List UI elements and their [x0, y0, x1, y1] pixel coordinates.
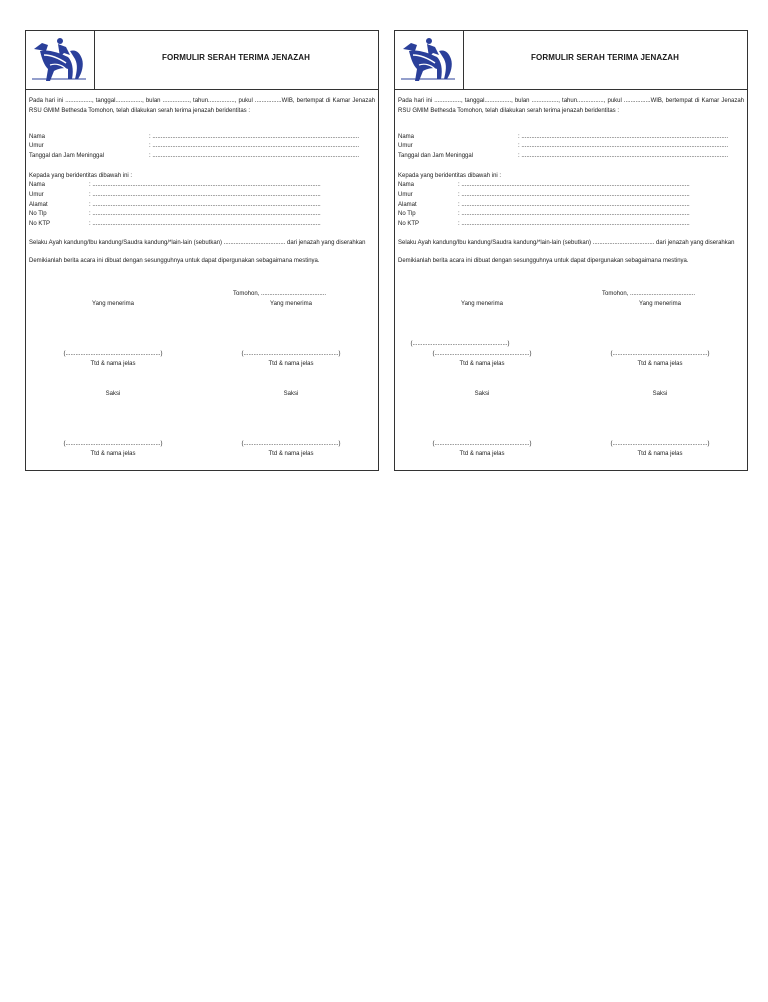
field-blank: : ............................................................................................................................ [518, 134, 729, 140]
signature-caption: Ttd & nama jelas [268, 361, 314, 367]
signature-caption: Ttd & nama jelas [637, 451, 683, 457]
field-label: Umur [29, 143, 44, 149]
field-blank: : ............................................................................................................................ [149, 153, 360, 159]
witness-label: Saksi [652, 391, 668, 397]
witness-label: Saksi [283, 391, 299, 397]
field-label: No KTP [398, 221, 420, 227]
signature-caption: Ttd & nama jelas [459, 451, 505, 457]
field-blank: : ......................................................................................................................................... [458, 192, 690, 198]
closing-text: Demikianlah berita acara ini dibuat dengan sesungguhnya untuk dapat dipergunakan sebagaimana mestinya. [398, 258, 689, 264]
field-label: Nama [398, 134, 415, 140]
field-label: Alamat [29, 202, 48, 208]
receiver-label: Yang menerima [461, 301, 503, 307]
field-blank: : ......................................................................................................................................... [89, 202, 321, 208]
field-label: Nama [398, 182, 415, 188]
signature-caption: Ttd & nama jelas [90, 361, 136, 367]
field-label: Nama [29, 182, 46, 188]
signature-line: (.........................................................) [432, 441, 532, 447]
signature-line: (.........................................................) [410, 341, 510, 347]
field-label: Alamat [398, 202, 417, 208]
signature-caption: Ttd & nama jelas [268, 451, 314, 457]
receiver-label: Yang menerima [92, 301, 134, 307]
witness-label: Saksi [474, 391, 490, 397]
field-blank: : ......................................................................................................................................... [89, 221, 321, 227]
field-blank: : ............................................................................................................................ [518, 143, 729, 149]
field-label: Umur [398, 192, 413, 198]
signature-line: (.........................................................) [610, 441, 710, 447]
field-label: No Tlp [398, 211, 416, 217]
field-blank: : ......................................................................................................................................... [458, 182, 690, 188]
signature-line: (.........................................................) [241, 441, 341, 447]
field-label: Tanggal dan Jam Meninggal [29, 153, 105, 159]
field-label: No KTP [29, 221, 51, 227]
field-label: Umur [398, 143, 413, 149]
relation-text: Selaku Ayah kandung/Ibu kandung/Saudra kandung/*lain-lain (sebutkan) ..................................... dari jenazah yang diserahkan [29, 240, 366, 246]
recipient-heading: Kepada yang beridentitas dibawah ini : [398, 173, 502, 179]
field-blank: : ......................................................................................................................................... [458, 211, 690, 217]
signature-caption: Ttd & nama jelas [637, 361, 683, 367]
signature-line: (.........................................................) [241, 351, 341, 357]
field-label: No Tlp [29, 211, 47, 217]
signature-caption: Ttd & nama jelas [459, 361, 505, 367]
closing-text: Demikianlah berita acara ini dibuat dengan sesungguhnya untuk dapat dipergunakan sebagaimana mestinya. [29, 258, 320, 264]
field-blank: : ......................................................................................................................................... [89, 192, 321, 198]
form-title: FORMULIR SERAH TERIMA JENAZAH [162, 53, 310, 62]
field-blank: : ............................................................................................................................ [149, 143, 360, 149]
signature-caption: Ttd & nama jelas [90, 451, 136, 457]
receiver-label: Yang menerima [270, 301, 312, 307]
recipient-heading: Kepada yang beridentitas dibawah ini : [29, 173, 133, 179]
signature-line: (.........................................................) [432, 351, 532, 357]
signature-line: (.........................................................) [63, 441, 163, 447]
field-label: Tanggal dan Jam Meninggal [398, 153, 474, 159]
hospital-logo-icon [30, 35, 88, 85]
receiver-label: Yang menerima [639, 301, 681, 307]
intro-text: Pada hari ini ................, tanggal................, bulan ................, tahun................, pukul ................WIB, bertempat di Kamar Jenazah RSU GMIM Bethesda Tomohon, telah dilakukan serah terima jenazah beridentitas : [29, 98, 375, 114]
place-date: Tomohon, ....................................... [602, 291, 696, 297]
place-date: Tomohon, ....................................... [233, 291, 327, 297]
logo-cell [26, 31, 95, 89]
signature-line: (.........................................................) [63, 351, 163, 357]
field-blank: : ......................................................................................................................................... [89, 211, 321, 217]
field-label: Umur [29, 192, 44, 198]
logo-cell [395, 31, 464, 89]
form-title: FORMULIR SERAH TERIMA JENAZAH [531, 53, 679, 62]
hospital-logo-icon [399, 35, 457, 85]
form-header [395, 31, 747, 90]
field-blank: : ......................................................................................................................................... [458, 221, 690, 227]
form-header [26, 31, 378, 90]
witness-label: Saksi [105, 391, 121, 397]
field-blank: : ......................................................................................................................................... [458, 202, 690, 208]
field-blank: : ............................................................................................................................ [149, 134, 360, 140]
form-left [25, 30, 379, 471]
relation-text: Selaku Ayah kandung/Ibu kandung/Saudra kandung/*lain-lain (sebutkan) ..................................... dari jenazah yang diserahkan [398, 240, 735, 246]
signature-line: (.........................................................) [610, 351, 710, 357]
field-label: Nama [29, 134, 46, 140]
intro-text: Pada hari ini ................, tanggal................, bulan ................, tahun................, pukul ................WIB, bertempat di Kamar Jenazah RSU GMIM Bethesda Tomohon, telah dilakukan serah terima jenazah beridentitas : [398, 98, 744, 114]
form-right [394, 30, 748, 471]
field-blank: : ............................................................................................................................ [518, 153, 729, 159]
field-blank: : ......................................................................................................................................... [89, 182, 321, 188]
